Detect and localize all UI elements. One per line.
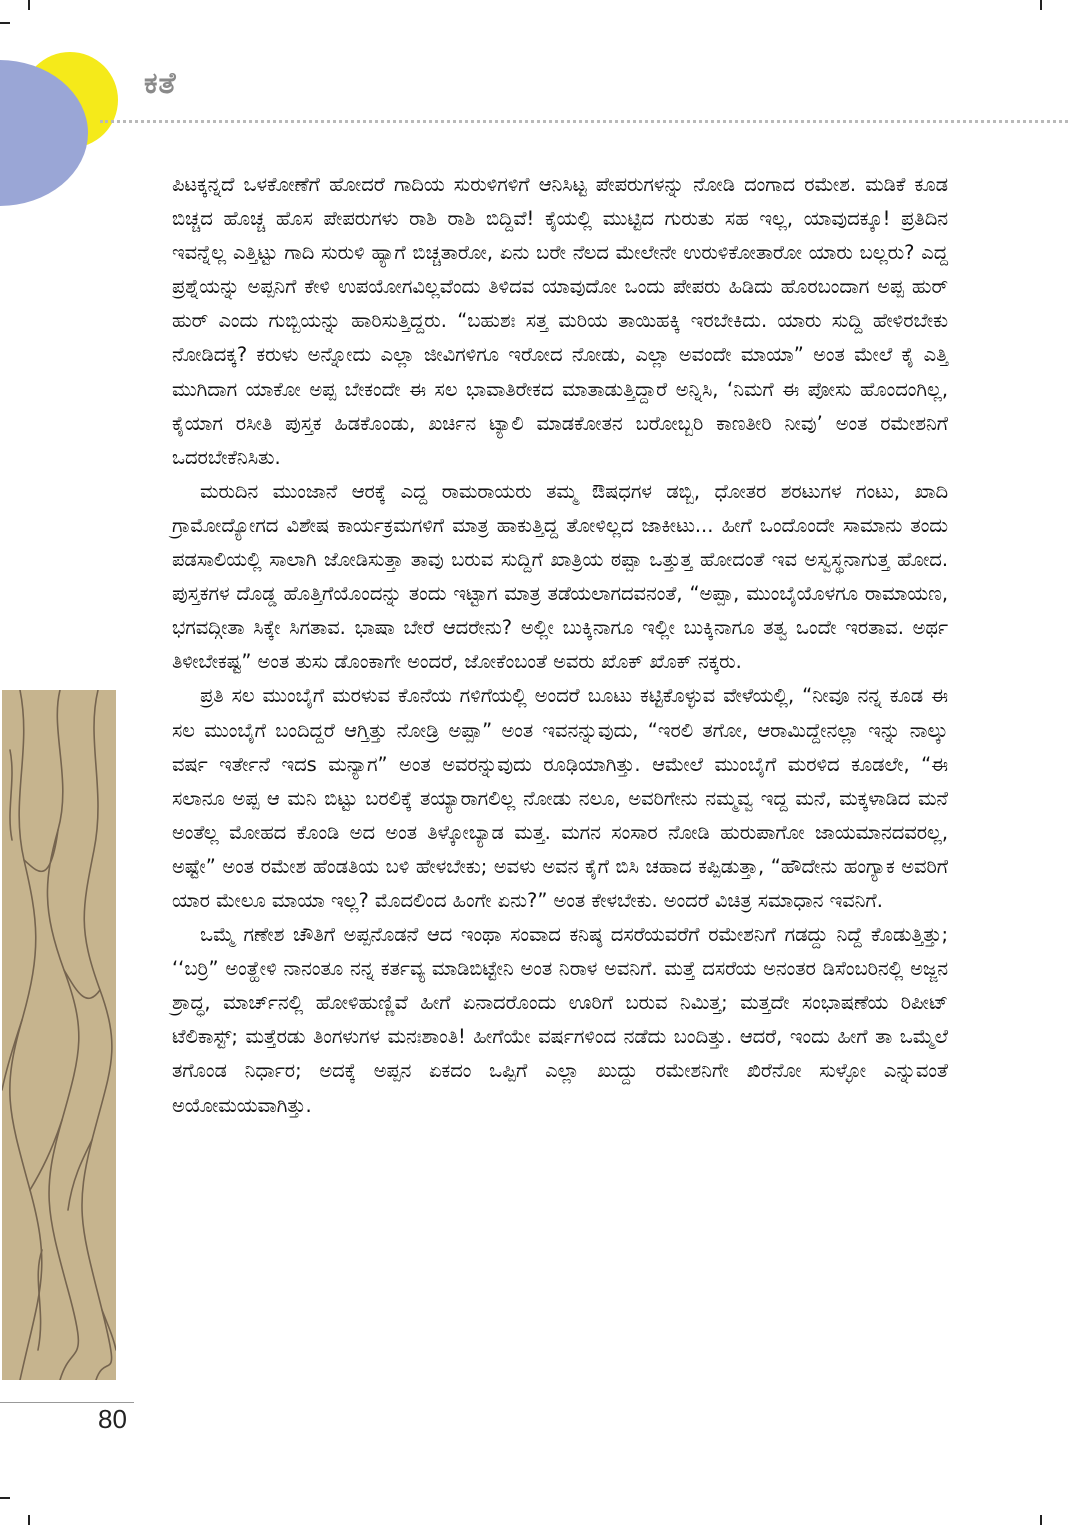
page-number: 80 — [98, 1404, 127, 1434]
crop-mark — [1040, 0, 1042, 10]
texture-lines — [2, 690, 116, 1380]
header-dotted-divider — [100, 120, 1068, 123]
decorative-texture-panel — [2, 690, 116, 1380]
crop-mark — [0, 1497, 10, 1499]
crop-mark — [1040, 1515, 1042, 1525]
paragraph: ಮರುದಿನ ಮುಂಜಾನೆ ಆರಕ್ಕೆ ಎದ್ದ ರಾಮರಾಯರು ತಮ್ಮ ಔಷಧಗಳ ಡಬ್ಬಿ, ಧೋತರ ಶರಟುಗಳ ಗಂಟು, ಖಾದಿ ಗ್ರಾಮೋದ್ಯೋಗದ ವಿಶೇಷ ಕಾರ್ಯಕ್ರಮಗಳಿಗೆ ಮಾತ್ರ ಹಾಕುತ್ತಿದ್ದ ತೋಳಿಲ್ಲದ ಜಾಕೀಟು... ಹೀಗೆ ಒಂದೊಂದೇ ಸಾಮಾನು ತಂದು ಪಡಸಾಲಿಯಲ್ಲಿ ಸಾಲಾಗಿ ಜೋಡಿಸುತ್ತಾ ತಾವು ಬರುವ ಸುದ್ದಿಗೆ ಖಾತ್ರಿಯ ಠಪ್ಪಾ ಒತ್ತುತ್ತ ಹೋದಂತೆ ಇವ ಅಸ್ವಸ್ಥನಾಗುತ್ತ ಹೋದ. ಪುಸ್ತಕಗಳ ದೊಡ್ಡ ಹೊತ್ತಿಗೆಯೊಂದನ್ನು ತಂದು ಇಟ್ಟಾಗ ಮಾತ್ರ ತಡೆಯಲಾಗದವನಂತೆ, “ಅಪ್ಪಾ, ಮುಂಬೈಯೊಳಗೂ ರಾಮಾಯಣ, ಭಗವದ್ಗೀತಾ ಸಿಕ್ಕೇ ಸಿಗತಾವ. ಭಾಷಾ ಬೇರೆ ಆದರೇನು? ಅಲ್ಲೀ ಬುಕ್ಕಿನಾಗೂ ಇಲ್ಲೀ ಬುಕ್ಕಿನಾಗೂ ತತ್ವ ಒಂದೇ ಇರತಾವ. ಅರ್ಥ ತಿಳೀಬೇಕಷ್ಟ” ಅಂತ ತುಸು ಡೊಂಕಾಗೇ ಅಂದರೆ, ಜೋಕೆಂಬಂತೆ ಅವರು ಖೊಕ್ ಖೊಕ್ ನಕ್ಕರು. — [172, 479, 948, 674]
paragraph: ಪಿಟಕ್ಕನ್ನದೆ ಒಳಕೋಣೆಗೆ ಹೋದರೆ ಗಾದಿಯ ಸುರುಳಿಗಳಿಗೆ ಆನಿಸಿಟ್ಟ ಪೇಪರುಗಳನ್ನು ನೋಡಿ ದಂಗಾದ ರಮೇಶ. ಮಡಿಕೆ ಕೂಡ ಬಿಚ್ಚದ ಹೊಚ್ಚ ಹೊಸ ಪೇಪರುಗಳು ರಾಶಿ ರಾಶಿ ಬಿದ್ದಿವೆ! ಕೈಯಲ್ಲಿ ಮುಟ್ಟಿದ ಗುರುತು ಸಹ ಇಲ್ಲ, ಯಾವುದಕ್ಕೂ! ಪ್ರತಿದಿನ ಇವನ್ನೆಲ್ಲ ಎತ್ತಿಟ್ಟು ಗಾದಿ ಸುರುಳಿ ಹ್ಯಾಗೆ ಬಿಚ್ಚತಾರೋ, ಏನು ಬರೇ ನೆಲದ ಮೇಲೇನೇ ಉರುಳಿಕೋತಾರೋ ಯಾರು ಬಲ್ಲರು? ಎದ್ದ ಪ್ರಶ್ನೆಯನ್ನು ಅಪ್ಪನಿಗೆ ಕೇಳಿ ಉಪಯೋಗವಿಲ್ಲವೆಂದು ತಿಳಿದವ ಯಾವುದೋ ಒಂದು ಪೇಪರು ಹಿಡಿದು ಹೊರಬಂದಾಗ ಅಪ್ಪ ಹುರ್ ಹುರ್ ಎಂದು ಗುಬ್ಬಿಯನ್ನು ಹಾರಿಸುತ್ತಿದ್ದರು. “ಬಹುಶಃ ಸತ್ತ ಮರಿಯ ತಾಯಿಹಕ್ಕಿ ಇರಬೇಕಿದು. ಯಾರು ಸುದ್ದಿ ಹೇಳಿರಬೇಕು ನೋಡಿದಕ್ಕ? ಕರುಳು ಅನ್ನೋದು ಎಲ್ಲಾ ಜೀವಿಗಳಿಗೂ ಇರೋದ ನೋಡು, ಎಲ್ಲಾ ಅವಂದೇ ಮಾಯಾ” ಅಂತ ಮೇಲೆ ಕೈ ಎತ್ತಿ ಮುಗಿದಾಗ ಯಾಕೋ ಅಪ್ಪ ಬೇಕಂದೇ ಈ ಸಲ ಭಾವಾತಿರೇಕದ ಮಾತಾಡುತ್ತಿದ್ದಾರೆ ಅನ್ನಿಸಿ, ‘ನಿಮಗೆ ಈ ಪೋಸು ಹೊಂದಂಗಿಲ್ಲ, ಕೈಯಾಗ ರಸೀತಿ ಪುಸ್ತಕ ಹಿಡಕೊಂಡು, ಖರ್ಚಿನ ಟ್ಯಾಲಿ ಮಾಡಕೋತನ ಬರೋಬ್ಬರಿ ಕಾಣತೀರಿ ನೀವು’ ಅಂತ ರಮೇಶನಿಗೆ ಒದರಬೇಕೆನಿಸಿತು. — [172, 173, 948, 469]
crop-mark — [28, 1515, 30, 1525]
page-number-rule — [0, 1402, 134, 1403]
crop-mark — [0, 22, 10, 24]
paragraph: ಒಮ್ಮೆ ಗಣೇಶ ಚೌತಿಗೆ ಅಪ್ಪನೊಡನೆ ಆದ ಇಂಥಾ ಸಂವಾದ ಕನಿಷ್ಠ ದಸರೆಯವರೆಗೆ ರಮೇಶನಿಗೆ ಗಡದ್ದು ನಿದ್ದೆ ಕೊಡುತ್ತಿತ್ತು; ‘‘ಬರ್ರಿ” ಅಂತ್ಹೇಳಿ ನಾನಂತೂ ನನ್ನ ಕರ್ತವ್ಯ ಮಾಡಿಬಿಟ್ಟೇನಿ ಅಂತ ನಿರಾಳ ಅವನಿಗೆ. ಮತ್ತೆ ದಸರೆಯ ಅನಂತರ ಡಿಸೆಂಬರಿನಲ್ಲಿ ಅಜ್ಜನ ಶ್ರಾದ್ಧ, ಮಾರ್ಚ್‌ನಲ್ಲಿ ಹೋಳಿಹುಣ್ಣಿವೆ ಹೀಗೆ ಏನಾದರೊಂದು ಊರಿಗೆ ಬರುವ ನಿಮಿತ್ತ; ಮತ್ತದೇ ಸಂಭಾಷಣೆಯ ರಿಪೀಟ್ ಟೆಲಿಕಾಸ್ಟ್; ಮತ್ತೆರಡು ತಿಂಗಳುಗಳ ಮನಃಶಾಂತಿ! ಹೀಗೆಯೇ ವರ್ಷಗಳಿಂದ ನಡೆದು ಬಂದಿತ್ತು. ಆದರೆ, ಇಂದು ಹೀಗೆ ತಾ ಒಮ್ಮೆಲೆ ತಗೊಂಡ ನಿರ್ಧಾರ; ಅದಕ್ಕೆ ಅಪ್ಪನ ಏಕದಂ ಒಪ್ಪಿಗೆ ಎಲ್ಲಾ ಖುದ್ದು ರಮೇಶನಿಗೇ ಖಿರೆನೋ ಸುಳ್ಳೋ ಎನ್ನುವಂತೆ ಅಯೋಮಯವಾಗಿತ್ತು. — [172, 923, 948, 1117]
section-title: ಕತೆ — [144, 66, 177, 101]
paragraph: ಪ್ರತಿ ಸಲ ಮುಂಬೈಗೆ ಮರಳುವ ಕೊನೆಯ ಗಳಿಗೆಯಲ್ಲಿ ಅಂದರೆ ಬೂಟು ಕಟ್ಟಿಕೊಳ್ಳುವ ವೇಳೆಯಲ್ಲಿ, “ನೀವೂ ನನ್ನ ಕೂಡ ಈ ಸಲ ಮುಂಬೈಗೆ ಬಂದಿದ್ದರೆ ಆಗ್ತಿತ್ತು ನೋಡ್ರಿ ಅಪ್ಪಾ” ಅಂತ ಇವನನ್ನುವುದು, “ಇರಲಿ ತಗೋ, ಆರಾಮಿದ್ದೇನಲ್ಲಾ ಇನ್ನು ನಾಲ್ಕು ವರ್ಷ ಇರ್ತೇನೆ ಇದs ಮನ್ಯಾಗ” ಅಂತ ಅವರನ್ನುವುದು ರೂಢಿಯಾಗಿತ್ತು. ಆಮೇಲೆ ಮುಂಬೈಗೆ ಮರಳಿದ ಕೂಡಲೇ, “ಈ ಸಲಾನೂ ಅಪ್ಪ ಆ ಮನಿ ಬಿಟ್ಟು ಬರಲಿಕ್ಕೆ ತಯ್ಯಾರಾಗಲಿಲ್ಲ ನೋಡು ನಲೂ, ಅವರಿಗೇನು ನಮ್ಮವ್ವ ಇದ್ದ ಮನೆ, ಮಕ್ಕಳಾಡಿದ ಮನೆ ಅಂತೆಲ್ಲ ಮೋಹದ ಕೊಂಡಿ ಅದ ಅಂತ ತಿಳ್ಕೋಬ್ಯಾಡ ಮತ್ತ. ಮಗನ ಸಂಸಾರ ನೋಡಿ ಹುರುಪಾಗೋ ಜಾಯಮಾನದವರಲ್ಲ, ಅಷ್ಟೇ” ಅಂತ ರಮೇಶ ಹೆಂಡತಿಯ ಬಳಿ ಹೇಳಬೇಕು; ಅವಳು ಅವನ ಕೈಗೆ ಬಿಸಿ ಚಹಾದ ಕಪ್ಪಿಡುತ್ತಾ, “ಹೌದೇನು ಹಂಗ್ಯಾಕ ಅವರಿಗೆ ಯಾರ ಮೇಲೂ ಮಾಯಾ ಇಲ್ಲ? ಮೊದಲಿಂದ ಹಿಂಗೇ ಏನು?” ಅಂತ ಕೇಳಬೇಕು. ಅಂದರೆ ವಿಚಿತ್ರ ಸಮಾಧಾನ ಇವನಿಗೆ. — [172, 684, 948, 912]
crop-mark — [28, 0, 30, 10]
story-body — [172, 168, 948, 1123]
